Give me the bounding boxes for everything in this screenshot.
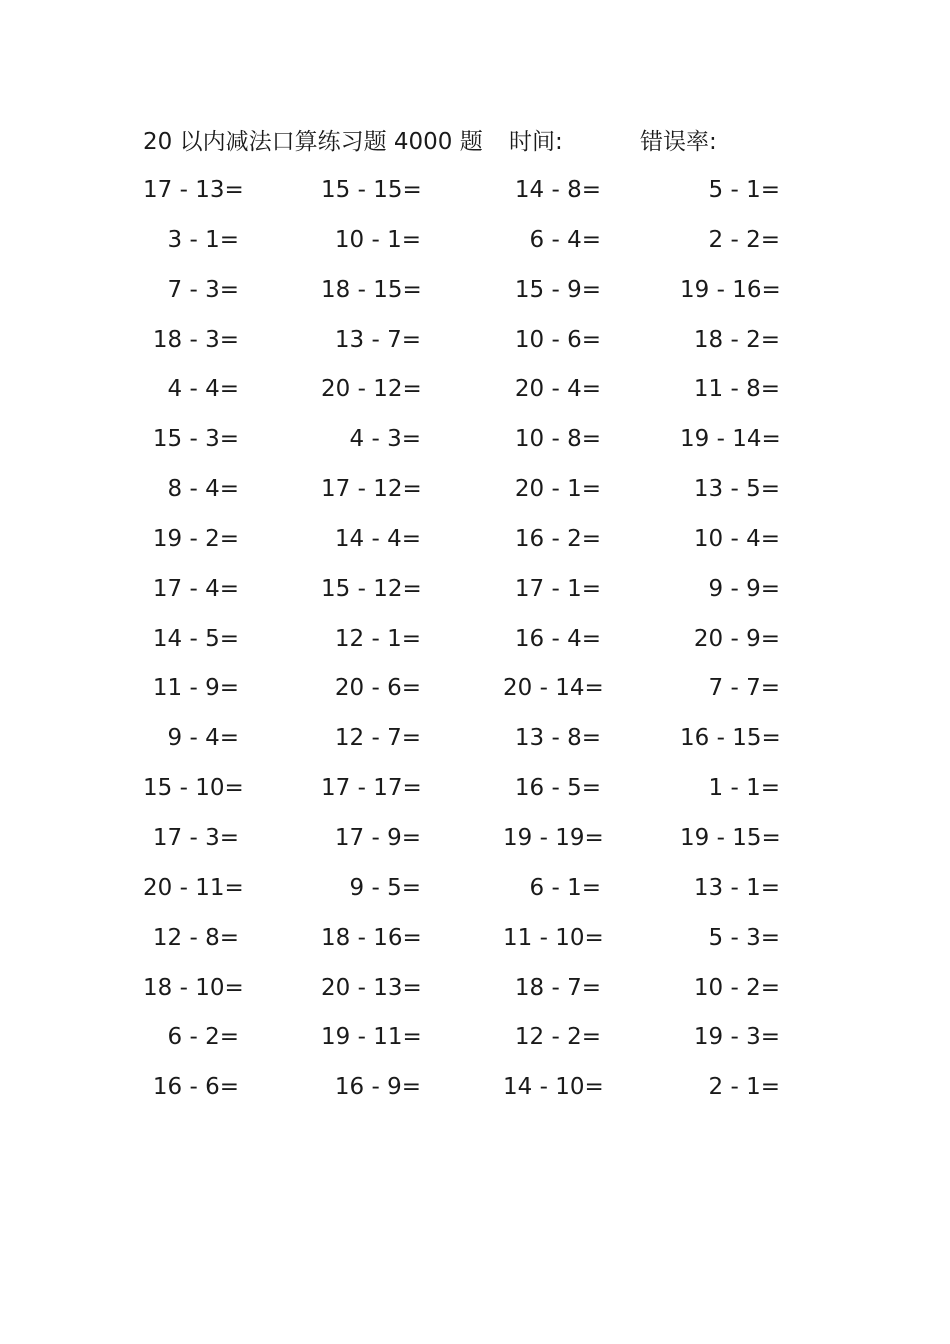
problem-cell: 6 - 2= — [167, 1024, 239, 1051]
problem-cell: 16 - 5= — [514, 775, 601, 802]
problem-cell: 19 - 2= — [152, 525, 239, 552]
problem-cell: 2 - 1= — [708, 1074, 780, 1101]
problem-row — [0, 216, 950, 266]
problem-cell: 17 - 12= — [321, 476, 422, 503]
problem-row — [0, 914, 950, 964]
problem-cell: 3 - 1= — [167, 226, 239, 253]
problem-cell: 16 - 4= — [514, 625, 601, 652]
problem-cell: 12 - 2= — [514, 1024, 601, 1051]
problem-cell: 14 - 10= — [503, 1074, 604, 1101]
problem-cell: 18 - 3= — [152, 326, 239, 353]
problem-cell: 20 - 9= — [693, 625, 780, 652]
problem-row — [0, 615, 950, 665]
problem-cell: 16 - 15= — [680, 725, 781, 752]
problem-cell: 19 - 11= — [321, 1024, 422, 1051]
problem-row — [0, 964, 950, 1014]
problem-row — [0, 714, 950, 764]
problem-cell: 15 - 15= — [321, 177, 422, 203]
problem-cell: 18 - 16= — [321, 924, 422, 951]
problem-row — [0, 365, 950, 415]
problem-cell: 17 - 1= — [514, 575, 601, 602]
problem-row — [0, 515, 950, 565]
problem-cell: 5 - 3= — [708, 924, 780, 951]
problem-cell: 17 - 17= — [321, 775, 422, 802]
problem-row — [0, 565, 950, 615]
problem-cell: 20 - 4= — [514, 376, 601, 403]
problem-cell: 8 - 4= — [167, 476, 239, 503]
problem-cell: 9 - 5= — [349, 874, 421, 901]
problem-cell: 13 - 7= — [334, 326, 421, 353]
problem-row — [0, 764, 950, 814]
problem-cell: 17 - 4= — [152, 575, 239, 602]
problem-cell: 17 - 3= — [152, 824, 239, 851]
problem-cell: 10 - 8= — [514, 426, 601, 453]
problem-cell: 9 - 4= — [167, 725, 239, 752]
problem-grid — [0, 166, 950, 1113]
problem-cell: 12 - 8= — [152, 924, 239, 951]
problem-cell: 20 - 14= — [503, 675, 604, 702]
problem-cell: 20 - 12= — [321, 376, 422, 403]
problem-cell: 9 - 9= — [708, 575, 780, 602]
problem-cell: 6 - 4= — [529, 226, 601, 253]
problem-cell: 15 - 9= — [514, 276, 601, 303]
problem-row — [0, 415, 950, 465]
problem-cell: 20 - 6= — [334, 675, 421, 702]
problem-cell: 15 - 3= — [152, 426, 239, 453]
problem-cell: 13 - 1= — [693, 874, 780, 901]
problem-cell: 10 - 2= — [693, 974, 780, 1001]
problem-row — [0, 266, 950, 316]
problem-cell: 2 - 2= — [708, 226, 780, 253]
problem-cell: 20 - 11= — [143, 874, 244, 901]
problem-cell: 1 - 1= — [708, 775, 780, 802]
problem-row — [0, 1013, 950, 1063]
problem-cell: 5 - 1= — [708, 177, 780, 203]
problem-row — [0, 465, 950, 515]
problem-cell: 20 - 13= — [321, 974, 422, 1001]
problem-cell: 6 - 1= — [529, 874, 601, 901]
problem-cell: 18 - 2= — [693, 326, 780, 353]
error-rate-label: 错误率: — [640, 129, 717, 155]
time-label: 时间: — [509, 129, 563, 155]
problem-cell: 17 - 13= — [143, 177, 244, 203]
problem-cell: 16 - 6= — [152, 1074, 239, 1101]
problem-cell: 17 - 9= — [334, 824, 421, 851]
problem-cell: 7 - 7= — [708, 675, 780, 702]
problem-cell: 13 - 5= — [693, 476, 780, 503]
problem-cell: 10 - 1= — [334, 226, 421, 253]
problem-cell: 19 - 3= — [693, 1024, 780, 1051]
problem-row — [0, 1063, 950, 1113]
problem-cell: 4 - 3= — [349, 426, 421, 453]
problem-cell: 7 - 3= — [167, 276, 239, 303]
problem-row — [0, 664, 950, 714]
problem-cell: 14 - 4= — [334, 525, 421, 552]
problem-cell: 16 - 2= — [514, 525, 601, 552]
problem-cell: 11 - 8= — [693, 376, 780, 403]
problem-cell: 15 - 10= — [143, 775, 244, 802]
problem-cell: 18 - 15= — [321, 276, 422, 303]
problem-cell: 16 - 9= — [334, 1074, 421, 1101]
problem-cell: 19 - 16= — [680, 276, 781, 303]
problem-cell: 10 - 6= — [514, 326, 601, 353]
problem-cell: 12 - 7= — [334, 725, 421, 752]
problem-cell: 13 - 8= — [514, 725, 601, 752]
problem-row — [0, 814, 950, 864]
problem-cell: 12 - 1= — [334, 625, 421, 652]
problem-cell: 20 - 1= — [514, 476, 601, 503]
problem-row — [0, 166, 950, 216]
problem-cell: 18 - 10= — [143, 974, 244, 1001]
problem-cell: 14 - 5= — [152, 625, 239, 652]
problem-cell: 11 - 9= — [152, 675, 239, 702]
problem-row — [0, 864, 950, 914]
worksheet-title: 20 以内减法口算练习题 4000 题 — [143, 129, 483, 155]
problem-cell: 11 - 10= — [503, 924, 604, 951]
problem-cell: 19 - 14= — [680, 426, 781, 453]
problem-row — [0, 316, 950, 366]
problem-cell: 19 - 15= — [680, 824, 781, 851]
problem-cell: 14 - 8= — [514, 177, 601, 203]
problem-cell: 18 - 7= — [514, 974, 601, 1001]
problem-cell: 19 - 19= — [503, 824, 604, 851]
problem-cell: 10 - 4= — [693, 525, 780, 552]
problem-cell: 15 - 12= — [321, 575, 422, 602]
problem-cell: 4 - 4= — [167, 376, 239, 403]
